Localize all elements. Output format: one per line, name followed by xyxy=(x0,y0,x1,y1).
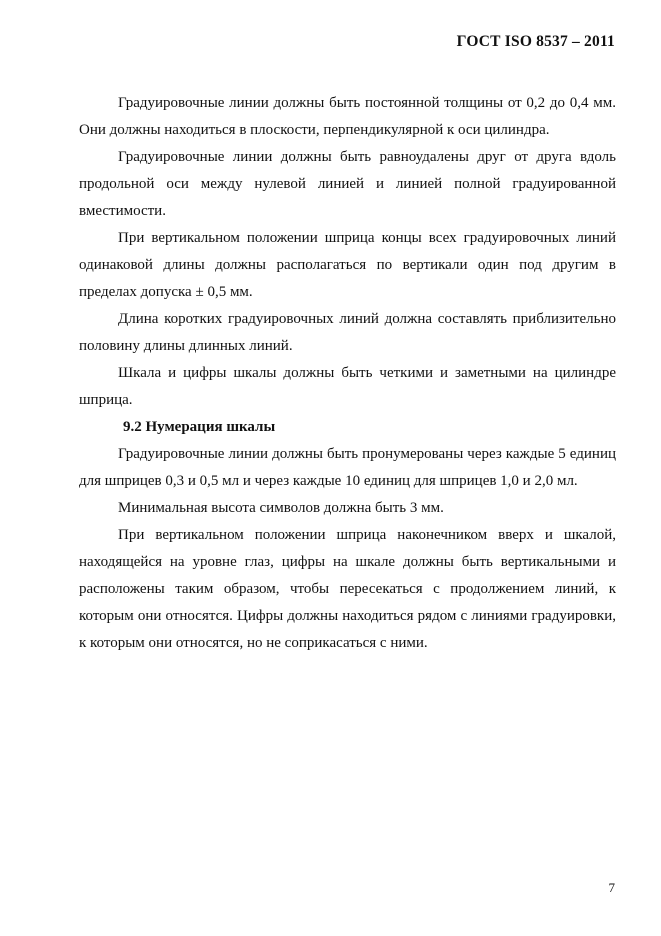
document-body xyxy=(79,90,616,657)
paragraph-numbering-interval: Градуировочные линии должны быть пронумерованы через каждые 5 единиц для шприцев 0,3 и 0,5 мл и через каждые 10 единиц для шприцев 1,0 и 2,0 мл. xyxy=(79,446,616,489)
paragraph-short-line-length: Длина коротких градуировочных линий должна составлять приблизительно половину длины длинных линий. xyxy=(79,311,616,354)
paragraph-number-orientation: При вертикальном положении шприца наконечником вверх и шкалой, находящейся на уровне глаз, цифры на шкале должны быть вертикальными и расположены таким образом, чтобы пересекаться с продолжением линий, к которым они относятся. Цифры должны находиться рядом с линиями градуировки, к которым они относятся, но не соприкасаться с ними. xyxy=(79,527,616,651)
paragraph-line-thickness: Градуировочные линии должны быть постоянной толщины от 0,2 до 0,4 мм. Они должны находиться в плоскости, перпендикулярной к оси цилиндра. xyxy=(79,95,616,138)
paragraph-line-spacing: Градуировочные линии должны быть равноудалены друг от друга вдоль продольной оси между нулевой линией и линией полной градуированной вместимости. xyxy=(79,149,616,219)
document-header: ГОСТ ISO 8537 – 2011 xyxy=(456,33,615,50)
paragraph-scale-legibility: Шкала и цифры шкалы должны быть четкими и заметными на цилиндре шприца. xyxy=(79,365,616,408)
section-heading: 9.2 Нумерация шкалы xyxy=(123,419,276,435)
page-number: 7 xyxy=(608,880,615,895)
paragraph-symbol-height: Минимальная высота символов должна быть 3 мм. xyxy=(118,500,444,516)
paragraph-vertical-alignment: При вертикальном положении шприца концы всех градуировочных линий одинаковой длины должны располагаться по вертикали один под другим в пределах допуска ± 0,5 мм. xyxy=(79,230,616,300)
